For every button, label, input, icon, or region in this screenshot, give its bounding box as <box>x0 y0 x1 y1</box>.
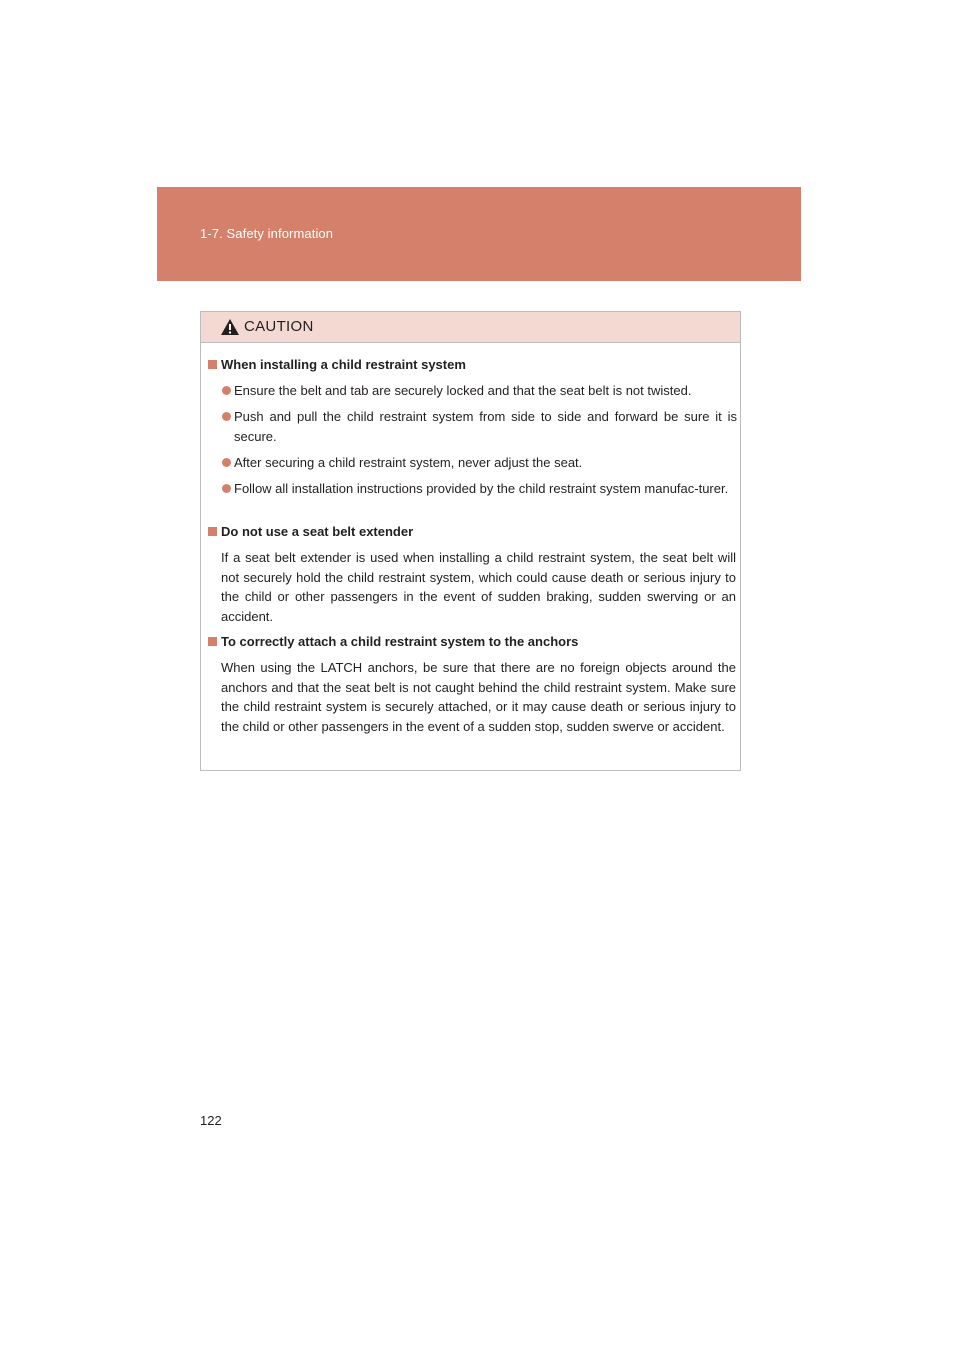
caution-box <box>200 311 741 771</box>
bullet-item: Follow all installation instructions provided by the child restraint system manufac-turer. <box>222 479 737 499</box>
bullet-item: After securing a child restraint system, never adjust the seat. <box>222 453 737 473</box>
warning-triangle-icon <box>220 318 240 336</box>
section-heading: Do not use a seat belt extender <box>208 524 413 539</box>
bullet-item: Ensure the belt and tab are securely locked and that the seat belt is not twisted. <box>222 381 737 401</box>
section-heading: To correctly attach a child restraint system to the anchors <box>208 634 578 649</box>
section-label: 1-7. Safety information <box>200 226 334 241</box>
round-bullet-icon <box>222 386 231 395</box>
round-bullet-icon <box>222 484 231 493</box>
square-bullet-icon <box>208 637 217 646</box>
caution-header <box>201 312 740 343</box>
square-bullet-icon <box>208 360 217 369</box>
round-bullet-icon <box>222 412 231 421</box>
section-paragraph: When using the LATCH anchors, be sure that there are no foreign objects around the anchors and that the seat belt is not caught behind the child restraint system. Make sure the child restraint system is securely attached, or it may cause death or serious injury to the child or other passengers in the event of a sudden stop, sudden swerve or accident. <box>221 660 736 734</box>
square-bullet-icon <box>208 527 217 536</box>
bullet-item: Push and pull the child restraint system from side to side and forward be sure it is secure. <box>222 407 737 446</box>
page-number: 122 <box>200 1113 222 1128</box>
section-heading: When installing a child restraint system <box>208 357 466 372</box>
section-paragraph: If a seat belt extender is used when installing a child restraint system, the seat belt will not securely hold the child restraint system, which could cause death or serious injury to the child or other passengers in the event of sudden braking, sudden swerving or an accident. <box>221 550 736 624</box>
round-bullet-icon <box>222 458 231 467</box>
caution-title: CAUTION <box>244 318 314 335</box>
